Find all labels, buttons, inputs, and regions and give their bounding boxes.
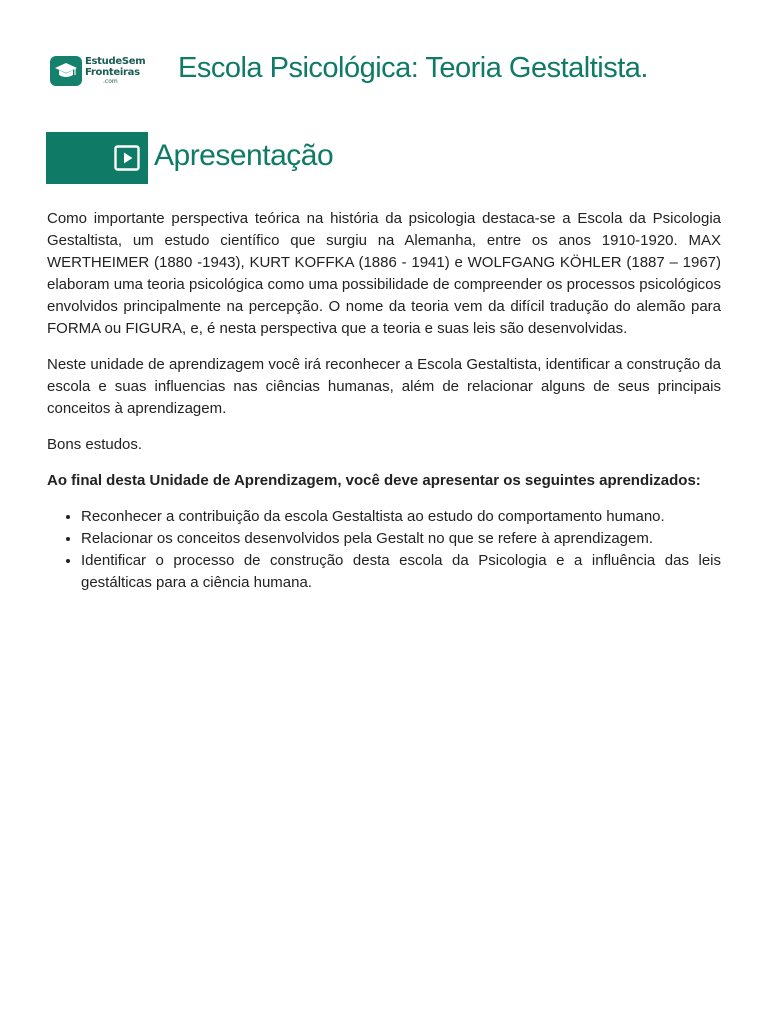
logo-line-2: Fronteiras (85, 67, 140, 78)
logo-wordmark (85, 56, 145, 85)
objectives-list (47, 506, 721, 594)
section-banner (46, 132, 366, 184)
document-body (47, 208, 721, 594)
list-item: • Identificar o processo de construção desta escola da Psicologia e a influência das leis gestálticas para a ciência humana. (81, 550, 721, 594)
unit-paragraph: Neste unidade de aprendizagem você irá reconhecer a Escola Gestaltista, identificar a construção da escola e suas influencias nas ciências humanas, além de relacionar alguns de seus principais conceitos à aprendizagem. (47, 356, 721, 417)
play-icon (114, 145, 140, 171)
list-item: • Relacionar os conceitos desenvolvidos pela Gestalt no que se refere à aprendizagem. (81, 528, 721, 550)
objectives-heading: Ao final desta Unidade de Aprendizagem, você deve apresentar os seguintes aprendizados: (47, 472, 701, 489)
intro-paragraph: Como importante perspectiva teórica na história da psicologia destaca-se a Escola da Psicologia Gestaltista, um estudo científico que surgiu na Alemanha, entre os anos 1910-1920. MAX WERTHEIMER (1880 -1943), KURT KOFFKA (1886 - 1941) e WOLFGANG KÖHLER (1887 – 1967) elaboram uma teoria psicológica como uma possibilidade de compreender os processos psicológicos envolvidos principalmente na percepção. O nome da teoria vem da difícil tradução do alemão para FORMA ou FIGURA, e, é nesta perspectiva que a teoria e suas leis são desenvolvidas. (47, 210, 721, 337)
graduation-cap-icon (50, 56, 82, 86)
logo-line-3: .com (103, 78, 118, 85)
page-header (50, 52, 730, 92)
section-title: Apresentação (154, 139, 334, 172)
banner-block (46, 132, 148, 184)
greeting-paragraph: Bons estudos. (47, 436, 143, 453)
list-item: • Reconhecer a contribuição da escola Gestaltista ao estudo do comportamento humano. (81, 506, 721, 528)
page-title: Escola Psicológica: Teoria Gestaltista. (178, 52, 648, 84)
estude-sem-fronteiras-logo (50, 54, 145, 90)
logo-line-1: EstudeSem (85, 56, 146, 67)
